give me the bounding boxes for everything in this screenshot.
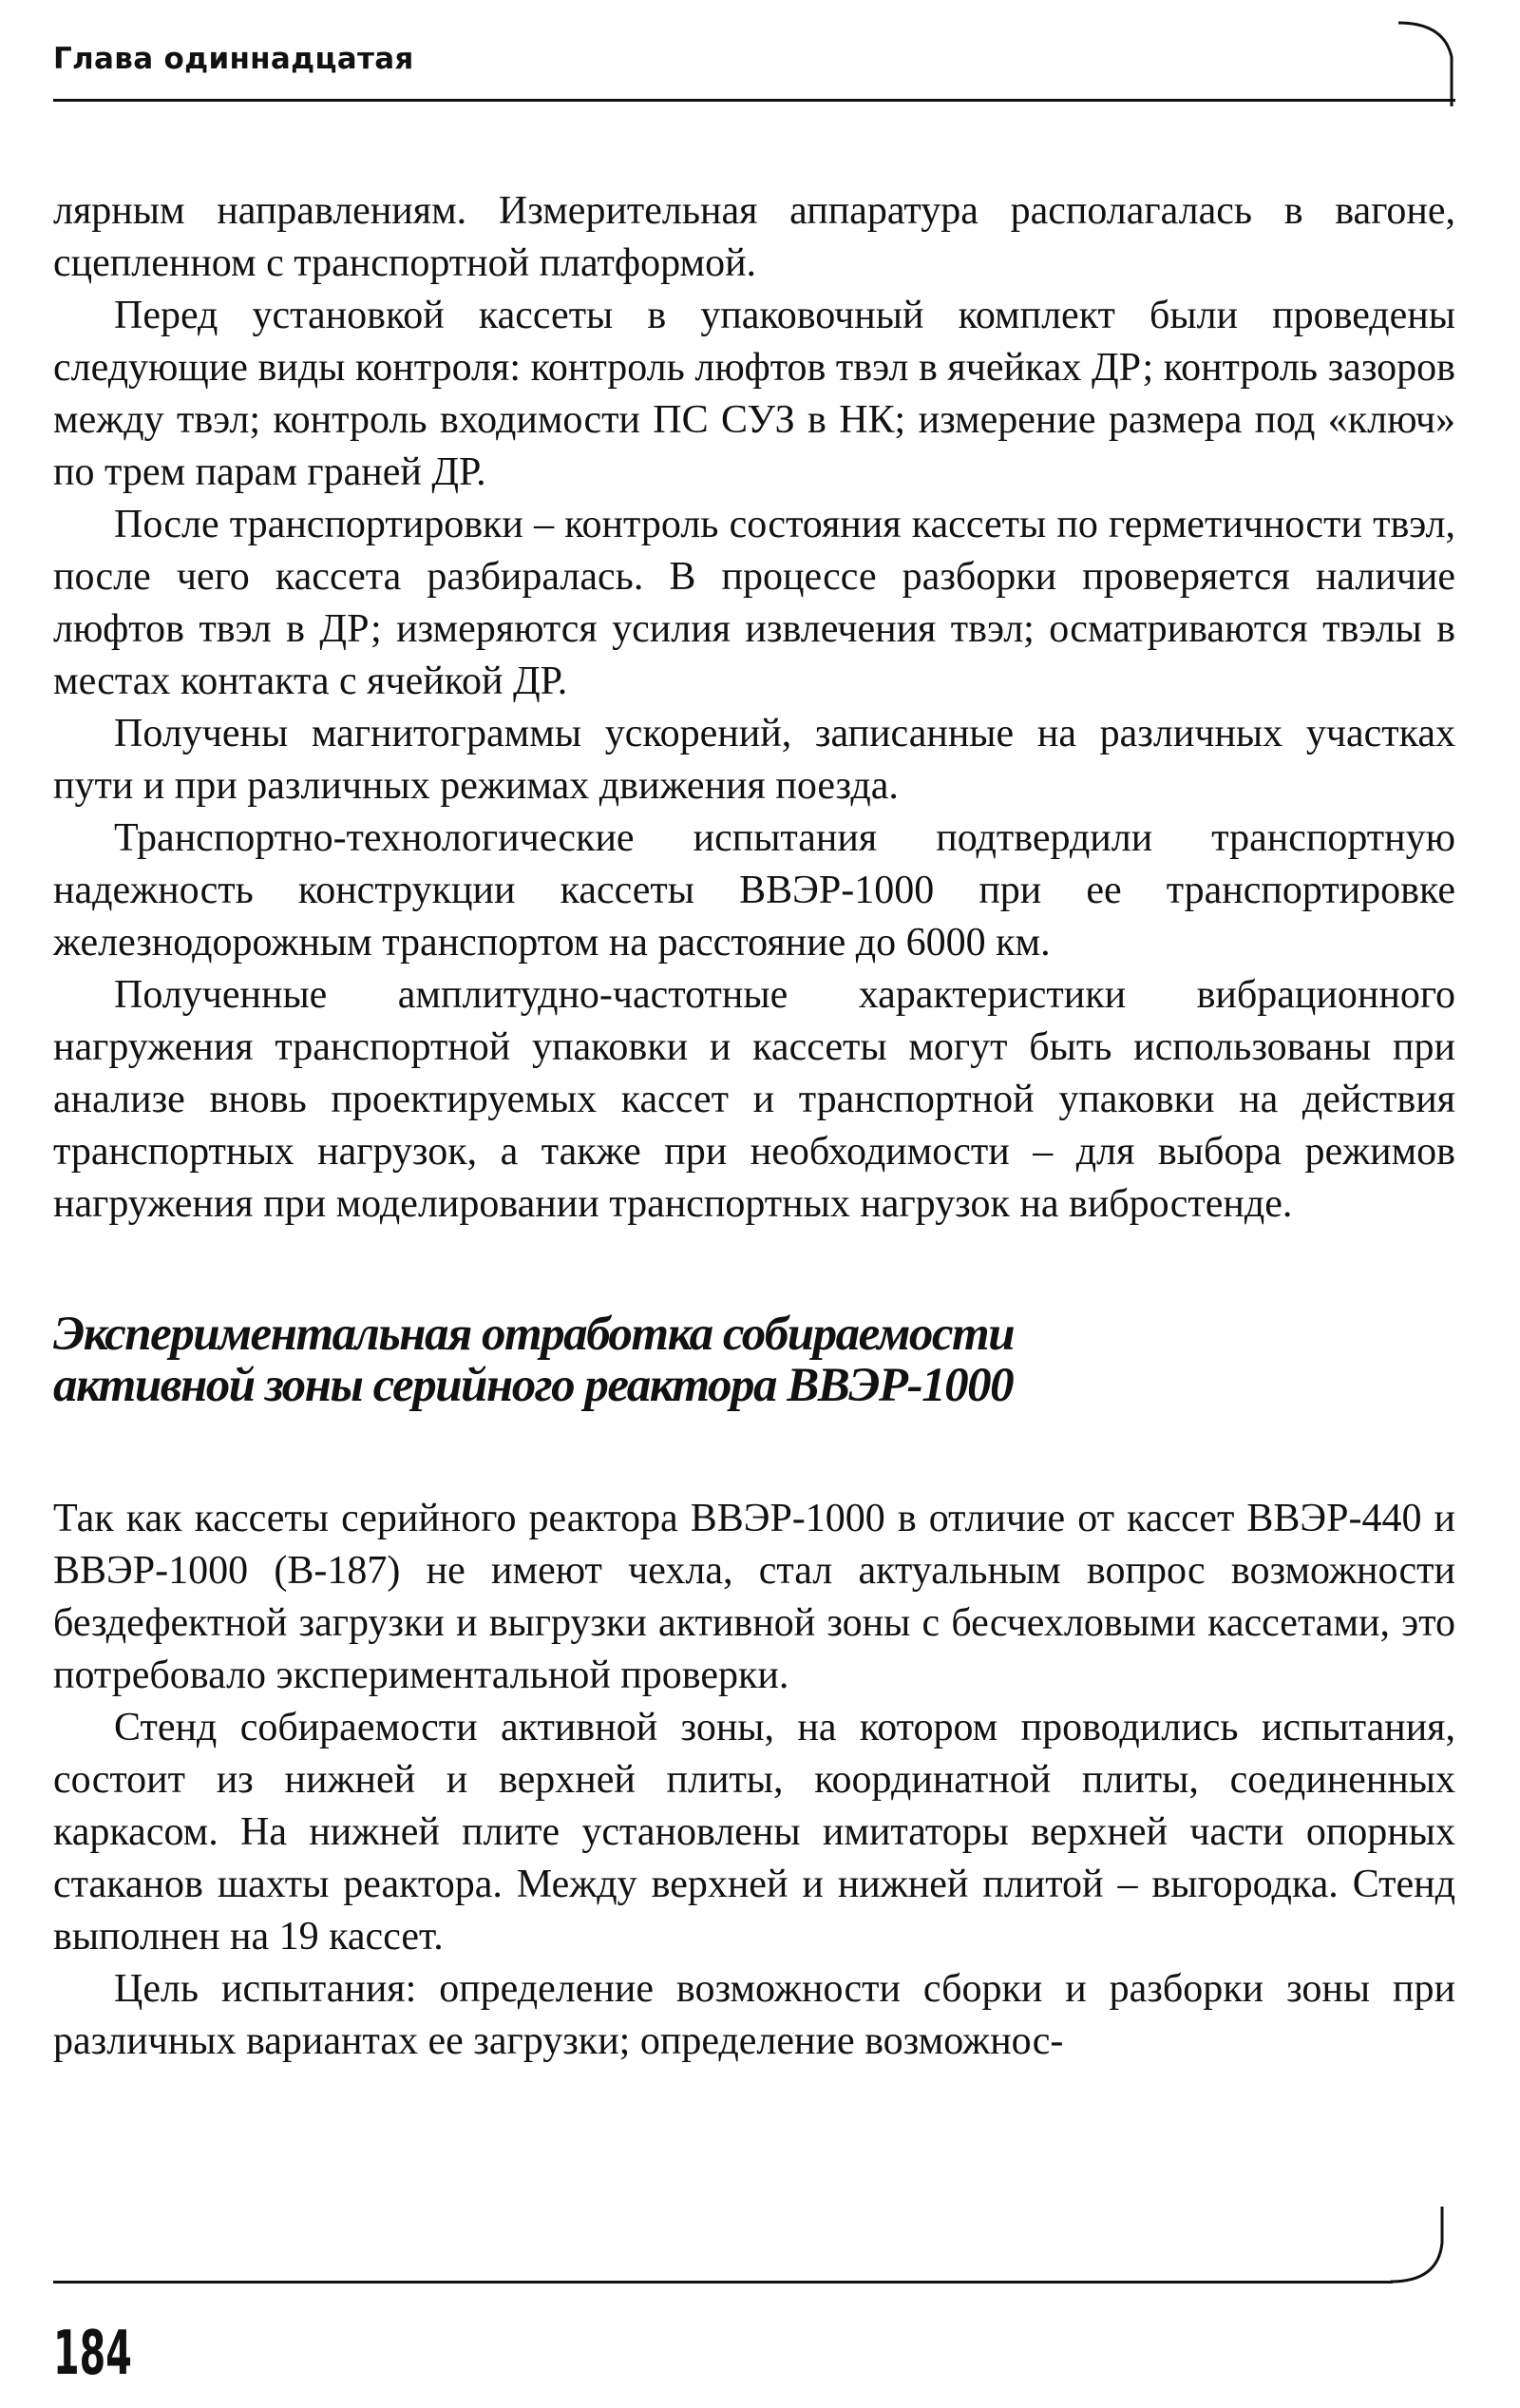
page-number: 184: [53, 2319, 132, 2389]
section-heading-line-1: Экспериментальная отработка собираемости: [53, 1308, 1015, 1361]
footer-rule: [53, 2281, 1393, 2284]
paragraph-9: Цель испытания: определение возможности сборки и разборки зоны при различных вариантах ее загрузки; определение возможнос-: [53, 1967, 1455, 2063]
paragraph-6: Полученные амплитудно-частотные характеристики вибрационного нагружения транспортной упаковки и кассеты могут быть использованы при анализе вновь проектируемых кассет и транспортной упаковки на действия транспортных нагрузок, а также при необходимости – для выбора режимов нагружения при моделировании транспортных нагрузок на вибростенде.: [53, 973, 1455, 1226]
page-content: [53, 185, 1455, 2068]
section-heading-line-2: активной зоны серийного реактора ВВЭР-1000: [53, 1359, 1014, 1412]
paragraph-1: лярным направлениям. Измерительная аппаратура располагалась в вагоне, сцепленном с транспортной платформой.: [53, 189, 1455, 285]
chapter-header-title: Глава одиннадцатая: [53, 42, 414, 76]
header-rule: [53, 99, 1455, 102]
paragraph-3: После транспортировки – контроль состояния кассеты по герметичности твэл, после чего кассета разбиралась. В процессе разборки проверяется наличие люфтов твэл в ДР; измеряются усилия извлечения твэл; осматриваются твэлы в местах контакта с ячейкой ДР.: [53, 503, 1455, 703]
paragraph-7: Так как кассеты серийного реактора ВВЭР-1000 в отличие от кассет ВВЭР-440 и ВВЭР-1000 (В-187) не имеют чехла, стал актуальным вопрос возможности бездефектной загрузки и выгрузки активной зоны с бесчехловыми кассетами, это потребовало экспериментальной проверки.: [53, 1497, 1455, 1697]
header-corner-curve: [1396, 19, 1463, 105]
section-heading: [53, 1309, 1098, 1411]
paragraph-8: Стенд собираемости активной зоны, на котором проводились испытания, состоит из нижней и верхней плиты, координатной плиты, соединенных каркасом. На нижней плите установлены имитаторы верхней части опорных стаканов шахты реактора. Между верхней и нижней плитой – выгородка. Стенд выполнен на 19 кассет.: [53, 1706, 1455, 1959]
paragraph-2: Перед установкой кассеты в упаковочный комплект были проведены следующие виды контроля: контроль люфтов твэл в ячейках ДР; контроль зазоров между твэл; контроль входимости ПС СУЗ в НК; измерение размера под «ключ» по трем парам граней ДР.: [53, 294, 1455, 494]
paragraph-5: Транспортно-технологические испытания подтвердили транспортную надежность конструкции кассеты ВВЭР-1000 при ее транспортировке железнодорожным транспортом на расстояние до 6000 км.: [53, 816, 1455, 965]
paragraph-4: Получены магнитограммы ускорений, записанные на различных участках пути и при различных режимах движения поезда.: [53, 712, 1455, 808]
footer-corner-curve: [1387, 2205, 1454, 2290]
